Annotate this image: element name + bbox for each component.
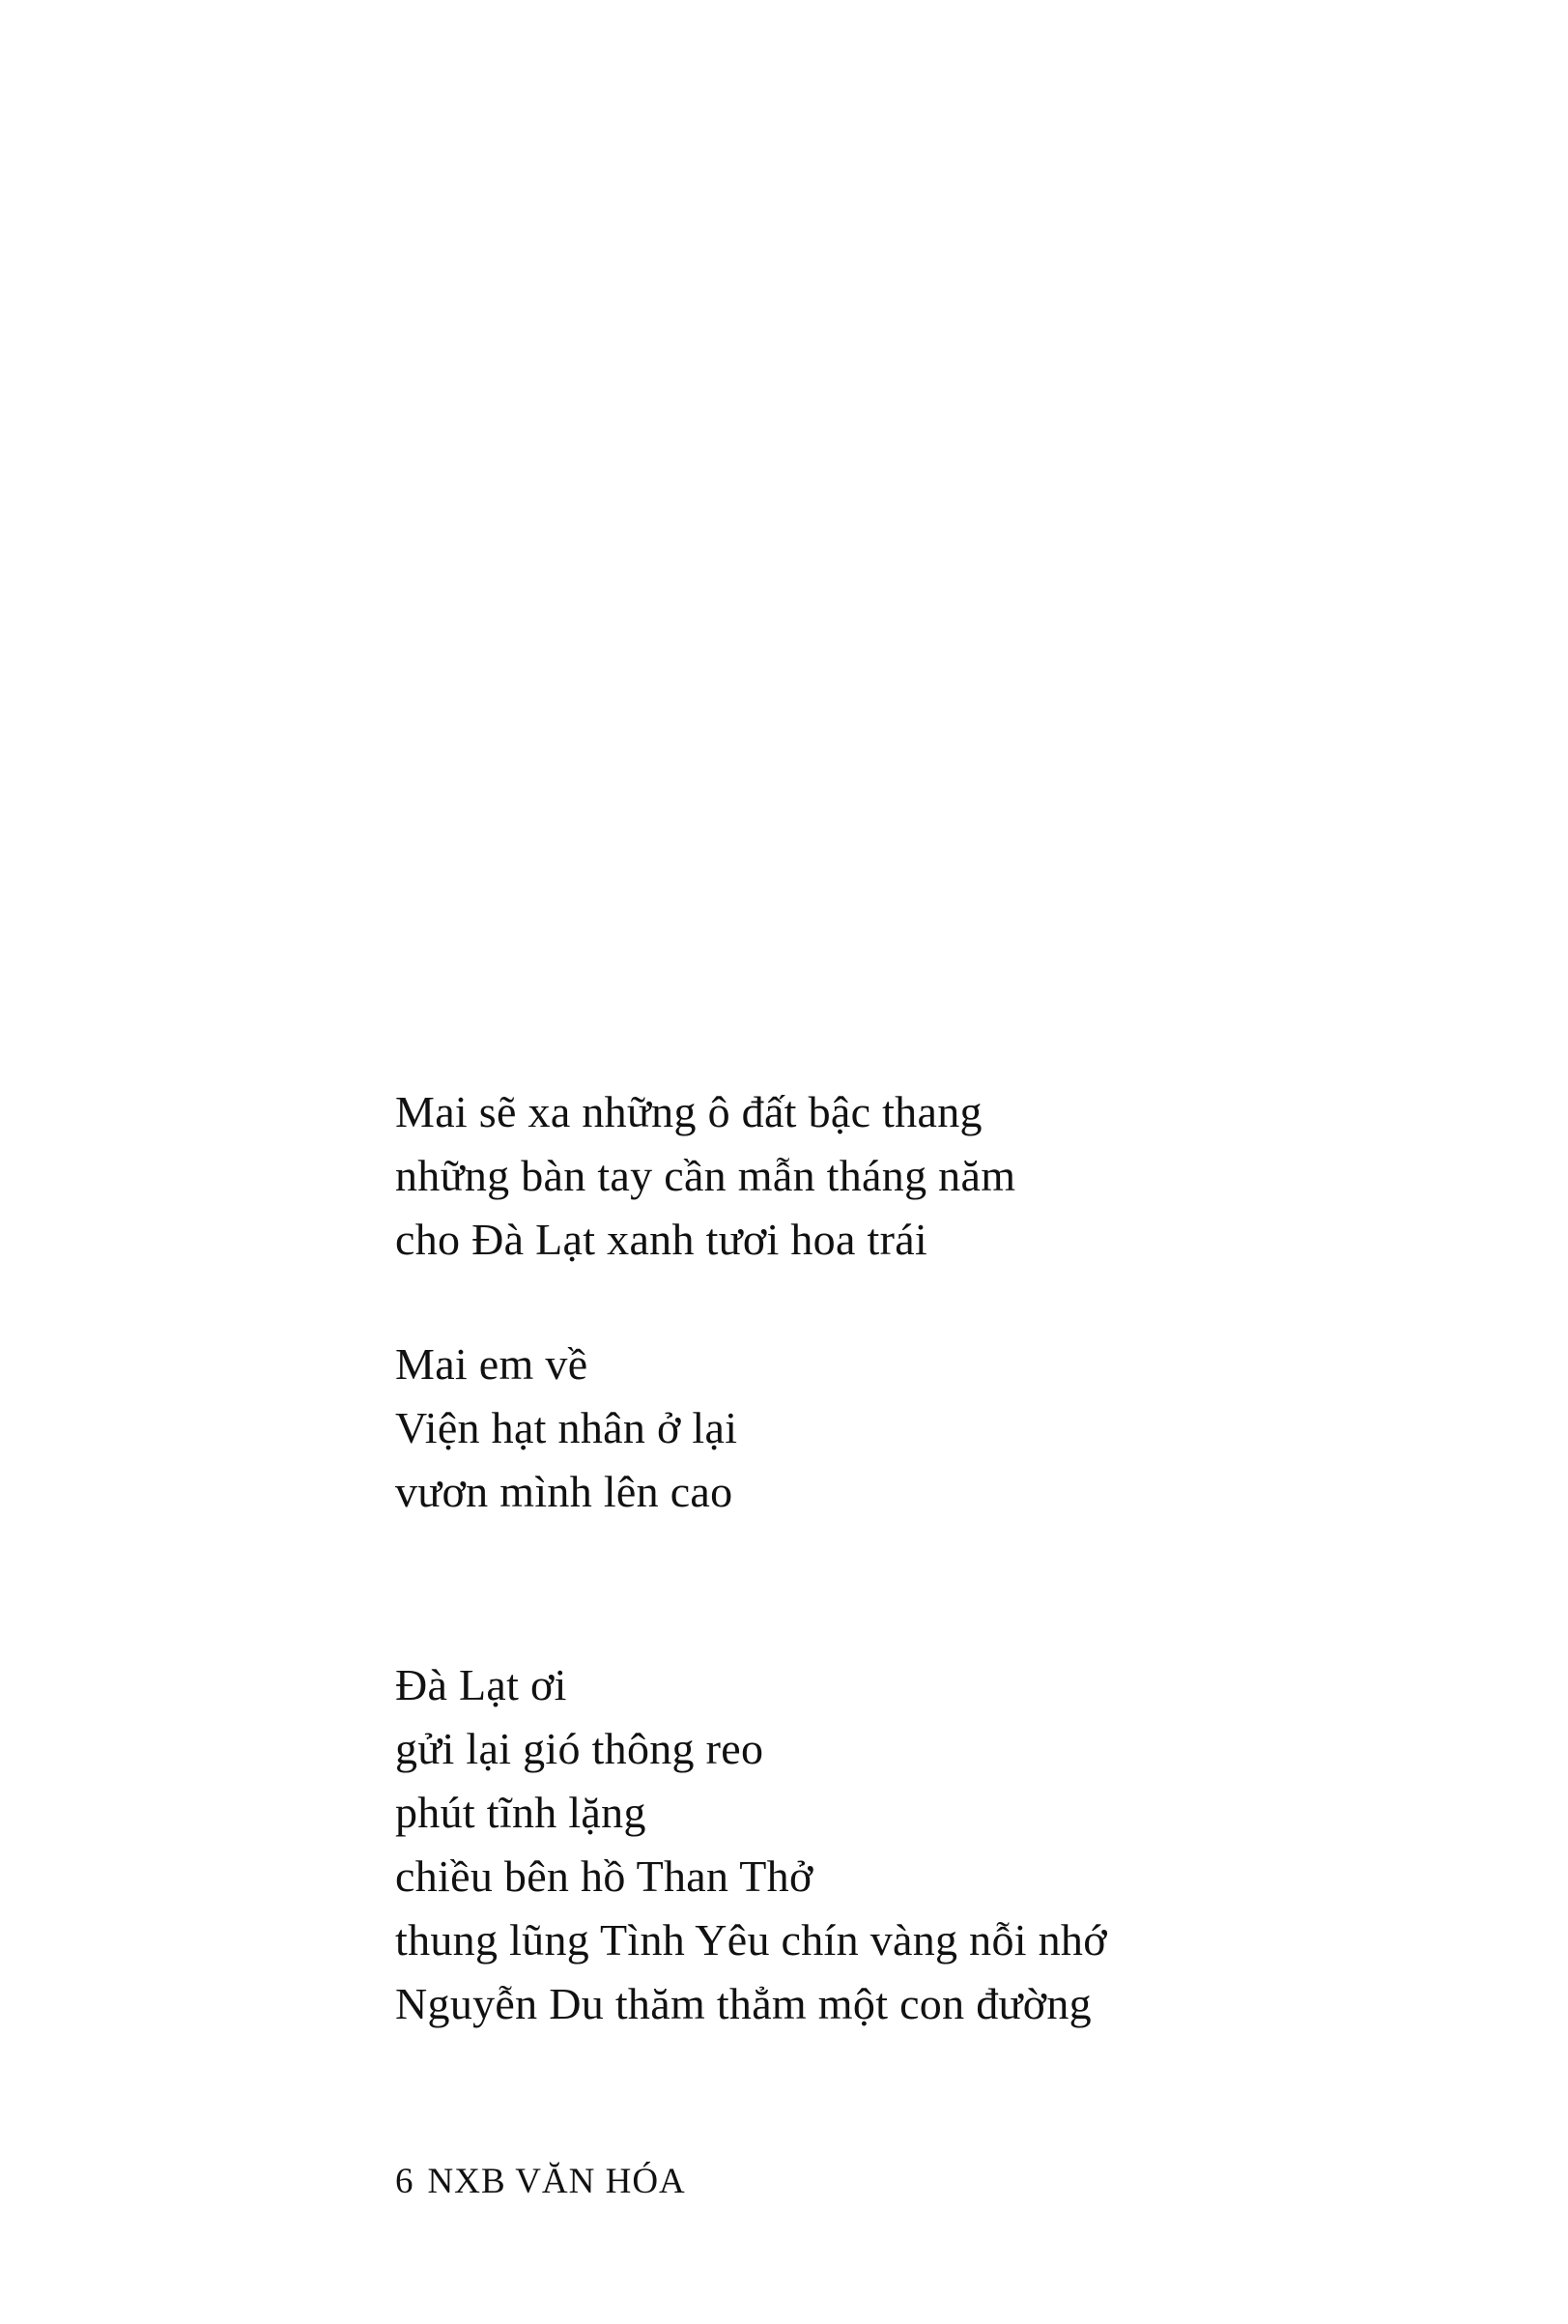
page-footer: [395, 2161, 686, 2203]
page-number: 6: [395, 2162, 414, 2201]
poem-line: phút tĩnh lặng: [395, 1788, 646, 1837]
poem-line: thung lũng Tình Yêu chín vàng nỗi nhớ: [395, 1915, 1107, 1965]
poem-line: Mai em về: [395, 1339, 588, 1389]
poem-line: những bàn tay cần mẫn tháng năm: [395, 1151, 1016, 1200]
poem-stanza-1: [395, 1080, 1015, 1272]
poem-stanza-3: [395, 1653, 1107, 2036]
poem-line: Mai sẽ xa những ô đất bậc thang: [395, 1087, 983, 1136]
poem-line: cho Đà Lạt xanh tươi hoa trái: [395, 1215, 927, 1264]
poem-line: Đà Lạt ơi: [395, 1660, 567, 1709]
poem-line: Viện hạt nhân ở lại: [395, 1403, 738, 1452]
poem-line: vươn mình lên cao: [395, 1467, 733, 1516]
publisher-name: NXB VĂN HÓA: [427, 2162, 686, 2201]
poem-line: chiều bên hồ Than Thở: [395, 1851, 813, 1901]
poem-line: Nguyễn Du thăm thẳm một con đường: [395, 1979, 1092, 2028]
poem-stanza-2: [395, 1333, 737, 1524]
poem-line: gửi lại gió thông reo: [395, 1724, 764, 1773]
